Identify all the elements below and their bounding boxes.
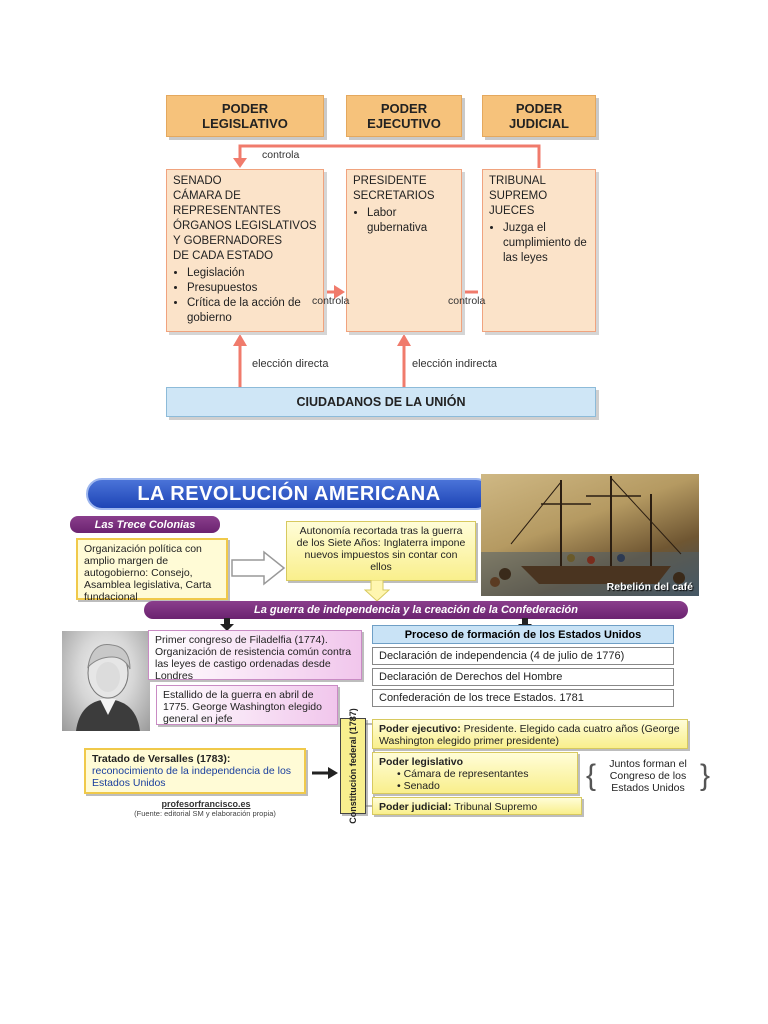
legislativo-line: DE CADA ESTADO [173, 250, 274, 262]
constitucion-vertical-box [340, 708, 366, 824]
legislativo-line: ÓRGANOS LEGISLATIVOS [173, 220, 317, 232]
down-arrow-icon [364, 580, 390, 602]
right-arrow-icon [230, 550, 286, 586]
portrait-illustration [62, 631, 150, 731]
poder-legislativo-box [372, 752, 578, 794]
judicial-line: JUECES [489, 205, 535, 217]
washington-portrait [62, 631, 150, 731]
legislativo-bullet: • Crítica de la acción de gobierno [187, 296, 317, 326]
versalles-text: reconocimiento de la independencia de los Estados Unidos [92, 765, 292, 789]
ejecutivo-line: PRESIDENTE [353, 175, 427, 187]
trece-colonias-label: Las Trece Colonias [70, 516, 220, 533]
ejecutivo-bullet: • Labor gubernativa [367, 206, 455, 236]
legislativo-line: REPRESENTANTES [173, 205, 281, 217]
legislativo-item: • Cámara de representantes [397, 768, 529, 780]
judicial-line: SUPREMO [489, 190, 548, 202]
rebelion-photo [481, 474, 699, 596]
header-legislativo: PODER LEGISLATIVO [166, 95, 324, 137]
box-judicial [482, 169, 596, 332]
box-legislativo [166, 169, 324, 332]
judicial-bullet: • Juzga el cumplimiento de las leyes [503, 221, 589, 266]
proceso-header: Proceso de formación de los Estados Unidos [372, 625, 674, 644]
brace-left-icon: { [586, 759, 597, 792]
poder-legislativo-label: Poder legislativo [379, 756, 464, 768]
guerra-bar: La guerra de independencia y la creación de la Confederación [144, 601, 688, 619]
source-note: (Fuente: editorial SM y elaboración propia) [134, 809, 276, 818]
poder-ejecutivo-text: Presidente. Elegido cada cuatro años (George Washington elegido primer presidente) [379, 723, 680, 747]
autonomia-box: Autonomía recortada tras la guerra de los Siete Años: Inglaterra impone nuevos impuestos sin contar con ellos [286, 521, 476, 581]
declaracion-derechos-row: Declaración de Derechos del Hombre [372, 668, 674, 686]
controla-right-label: controla [448, 295, 486, 307]
eleccion-directa-label: elección directa [252, 358, 329, 370]
source-site[interactable]: profesorfrancisco.es [161, 799, 251, 809]
organizacion-box: Organización política con amplio margen de autogobierno: Consejo, Asamblea legislativa, Carta fundacional [76, 538, 228, 600]
main-title: LA REVOLUCIÓN AMERICANA [86, 478, 492, 510]
ship-illustration [481, 474, 699, 596]
declaracion-independencia-row: Declaración de independencia (4 de julio de 1776) [372, 647, 674, 665]
versalles-title: Tratado de Versalles (1783): [92, 753, 231, 765]
ciudadanos-box: CIUDADANOS DE LA UNIÓN [166, 387, 596, 417]
legislativo-line: SENADO [173, 175, 222, 187]
juntos-text: Juntos forman el Congreso de los Estados Unidos [609, 758, 687, 794]
controla-left-label: controla [312, 295, 350, 307]
estallido-box: Estallido de la guerra en abril de 1775. George Washington elegido general en jefe [156, 685, 338, 725]
confederacion-row: Confederación de los trece Estados. 1781 [372, 689, 674, 707]
poder-judicial-text: Tribunal Supremo [454, 801, 538, 813]
box-ejecutivo [346, 169, 462, 332]
poder-ejecutivo-box [372, 719, 688, 749]
legislativo-line: CÁMARA DE [173, 190, 241, 202]
brace-right-icon: } [699, 759, 710, 792]
poder-judicial-box [372, 797, 582, 815]
poder-judicial-label: Poder judicial: [379, 801, 452, 813]
primer-congreso-box: Primer congreso de Filadelfia (1774). Organización de resistencia común contra las leyes de castigo ordenadas desde Londres [148, 630, 362, 680]
legislativo-item: • Senado [397, 780, 440, 792]
versalles-box [84, 748, 306, 794]
controla-top-label: controla [262, 149, 300, 161]
legislativo-line: Y GOBERNADORES [173, 235, 283, 247]
header-judicial: PODER JUDICIAL [482, 95, 596, 137]
ejecutivo-line: SECRETARIOS [353, 190, 435, 202]
juntos-note [586, 754, 710, 798]
eleccion-indirecta-label: elección indirecta [412, 358, 497, 370]
photo-caption: Rebelión del café [606, 581, 693, 593]
legislativo-bullet: • Presupuestos [187, 281, 317, 296]
right-arrow-small-icon [312, 765, 338, 781]
header-ejecutivo: PODER EJECUTIVO [346, 95, 462, 137]
constitucion-label: Constitución federal (1787) [348, 708, 358, 824]
legislativo-bullet: • Legislación [187, 266, 317, 281]
judicial-line: TRIBUNAL [489, 175, 546, 187]
poder-ejecutivo-label: Poder ejecutivo: [379, 723, 461, 735]
